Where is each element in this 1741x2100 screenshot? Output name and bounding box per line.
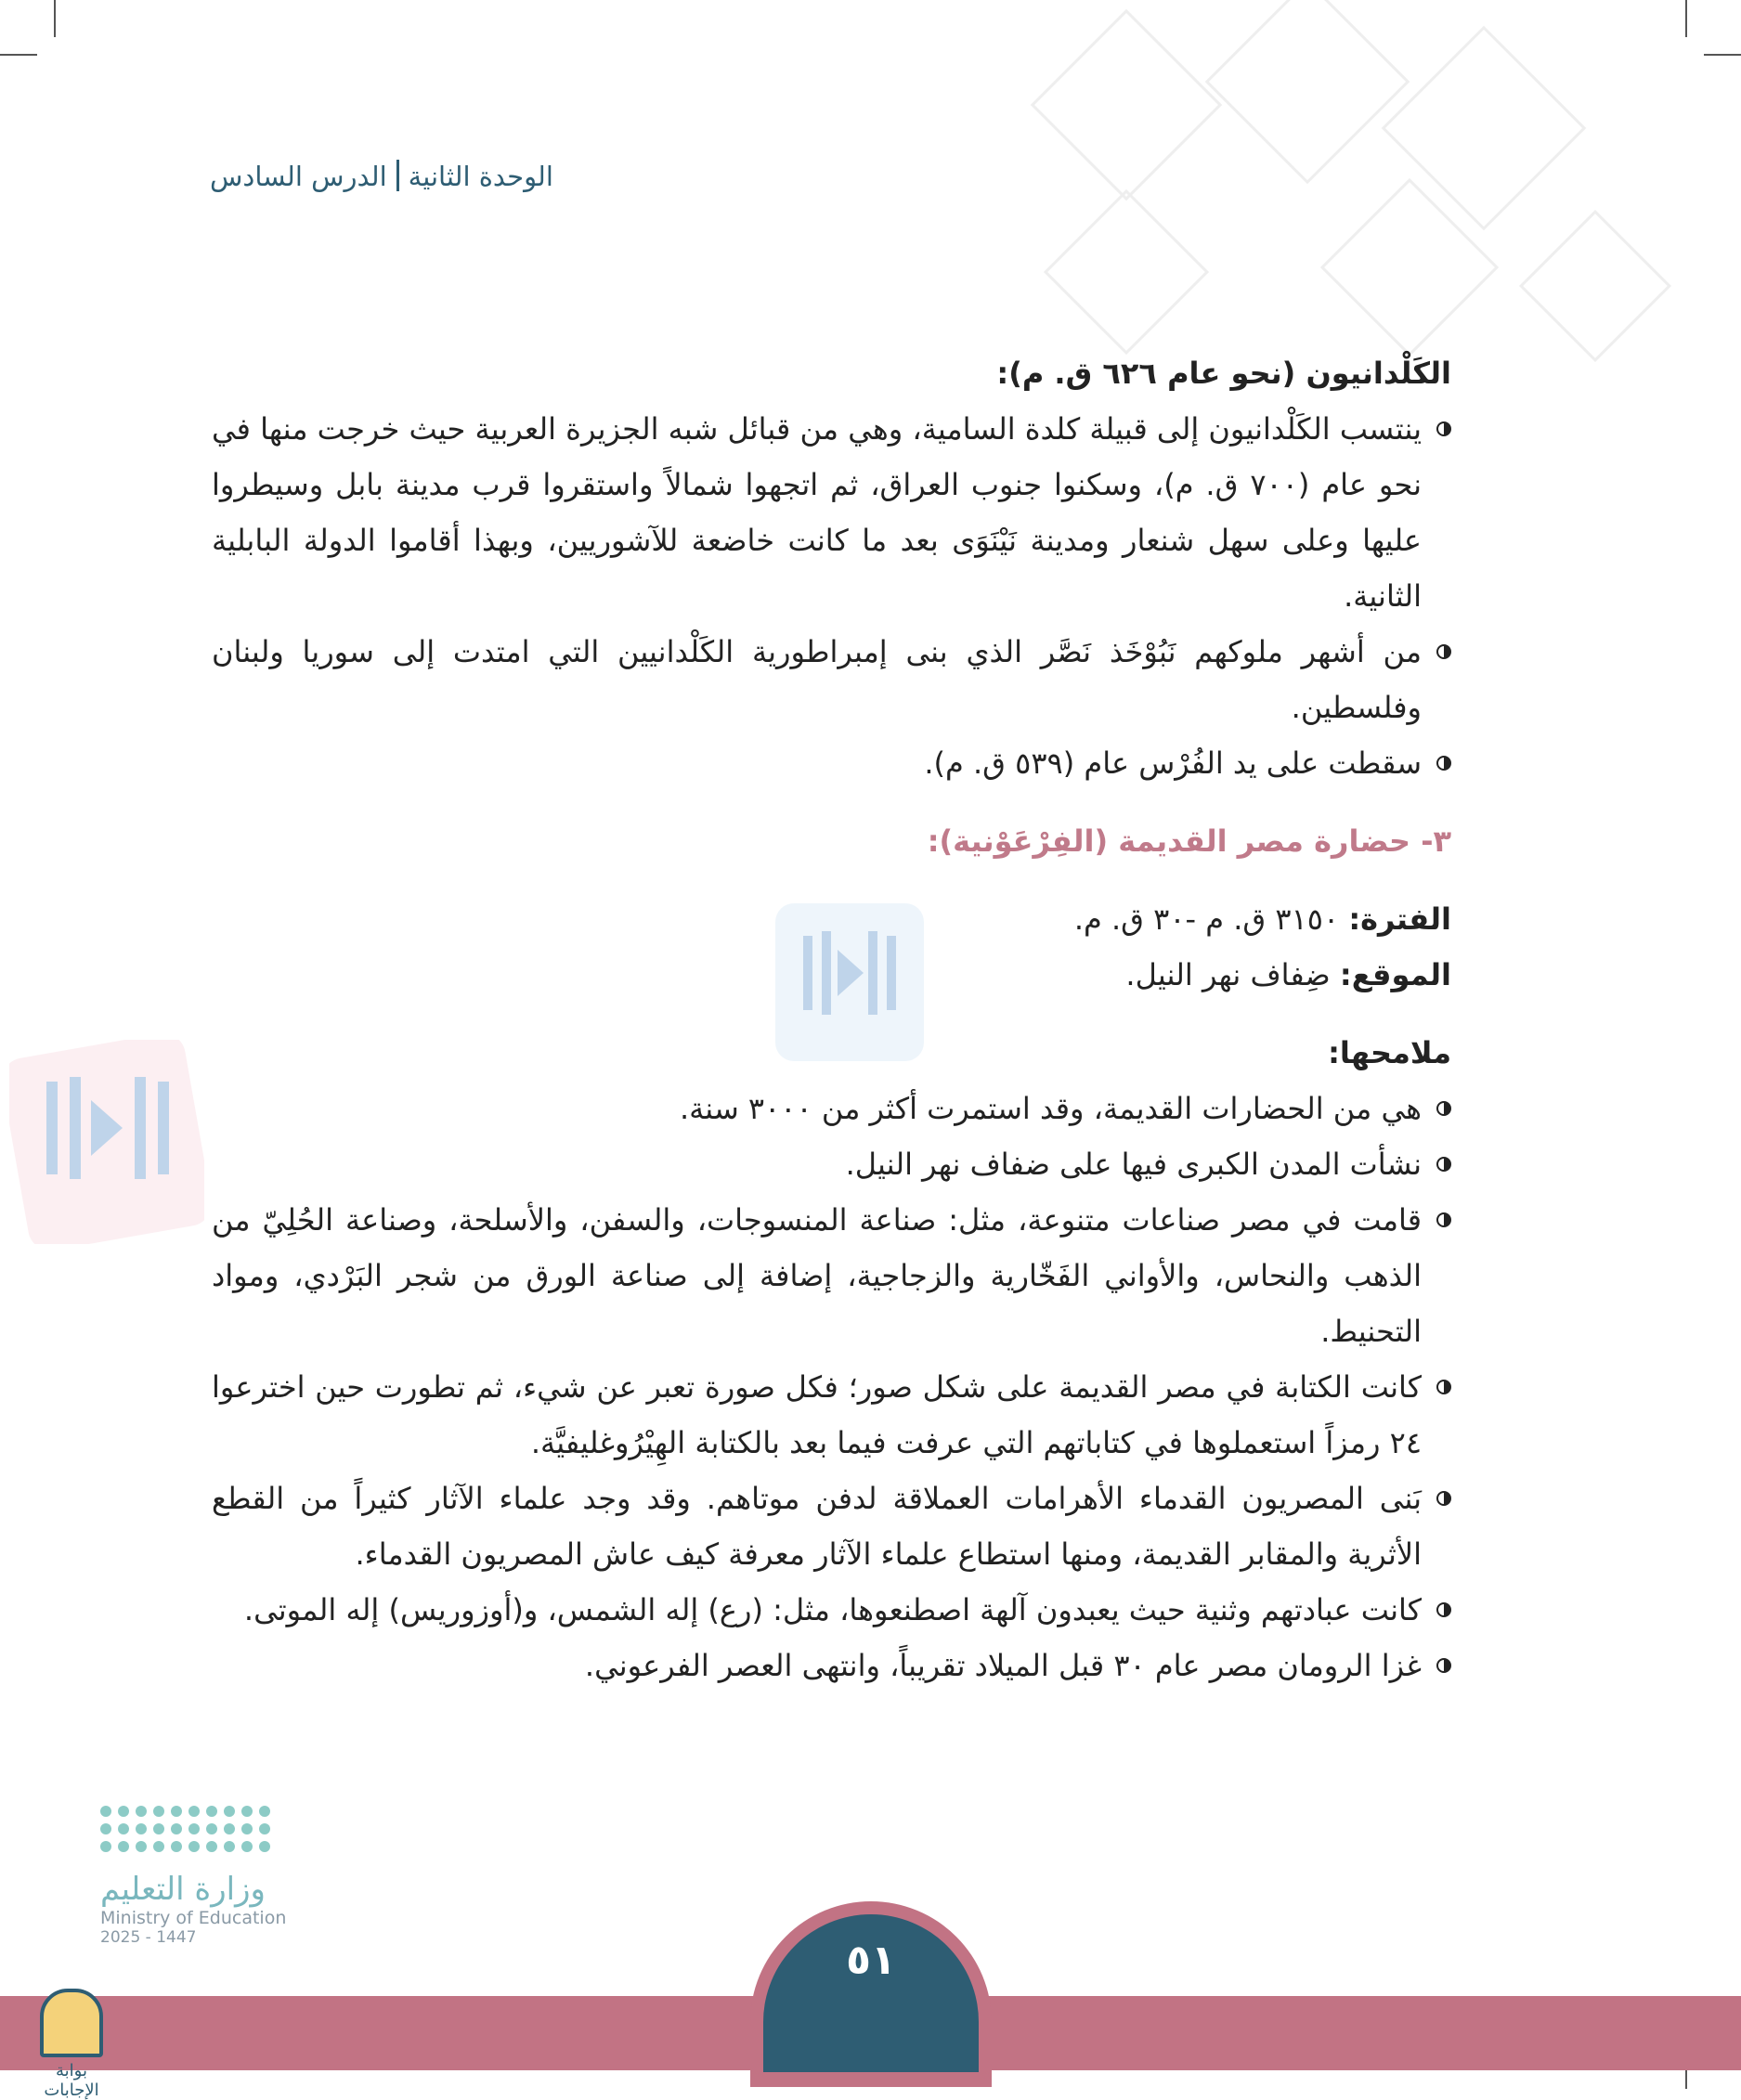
list-item <box>212 1638 1451 1693</box>
location-value: ضِفاف نهر النيل. <box>1125 957 1331 992</box>
ministry-year: 2025 - 1447 <box>100 1928 197 1947</box>
list-item <box>212 1136 1451 1192</box>
location-label: الموقع: <box>1339 957 1451 992</box>
list-item <box>212 1582 1451 1638</box>
page-number: ٥١ <box>763 1914 979 2072</box>
bullet-list <box>212 401 1451 791</box>
list-item <box>212 401 1451 624</box>
list-item-text: سقطت على يد الفُرْس عام (٥٣٩ ق. م). <box>924 745 1422 781</box>
ministry-logo <box>100 1806 314 1947</box>
portal-name: بوابة الإجابات <box>44 2061 99 2100</box>
portal-logo <box>32 1989 111 2100</box>
decorative-pattern <box>1031 9 1222 201</box>
ministry-name-arabic: وزارة التعليم <box>100 1871 266 1908</box>
list-item-text: بَنى المصريون القدماء الأهرامات العملاقة لدفن موتاهم. وقد وجد علماء الآثار كثيراً من القطع الأثرية والمقابر القديمة، ومنها استطاع علماء الآثار معرفة كيف عاش المصريون القدماء. <box>212 1481 1422 1572</box>
lesson-label: الوحدة الثانية <box>408 161 553 192</box>
lesson-content <box>212 345 1451 1693</box>
list-item-text: نشأت المدن الكبرى فيها على ضفاف نهر النيل. <box>845 1147 1422 1182</box>
decorative-pattern <box>1205 0 1410 184</box>
decorative-pattern <box>1519 210 1671 362</box>
bullet-icon <box>1436 421 1451 436</box>
list-item <box>212 1359 1451 1471</box>
ministry-dots-icon <box>100 1806 314 1852</box>
ministry-name-english: Ministry of Education <box>100 1908 287 1928</box>
period-value: ٣١٥٠ ق. م -٣٠ ق. م. <box>1073 901 1340 937</box>
crop-mark <box>0 54 37 56</box>
list-item-text: قامت في مصر صناعات متنوعة، مثل: صناعة المنسوجات، والسفن، والأسلحة، وصناعة الحُلِيّ من الذهب والنحاس، والأواني الفَخّارية والزجاجية، إضافة إلى صناعة الورق من شجر البَرْدي، ومواد التحنيط. <box>212 1202 1422 1349</box>
period-line <box>212 891 1451 947</box>
page-header <box>210 160 553 192</box>
list-item-text: كانت عبادتهم وثنية حيث يعبدون آلهة اصطنعوها، مثل: (رع) إله الشمس، و(أوزوريس) إله الموتى. <box>243 1592 1422 1627</box>
lesson-number: الدرس السادس <box>210 161 387 192</box>
header-divider <box>396 160 399 191</box>
bullet-icon <box>1436 1101 1451 1116</box>
section-title: ٣- حضارة مصر القديمة (الفِرْعَوْنية): <box>927 823 1451 859</box>
list-item-text: من أشهر ملوكهم نَبُوْخَذ نَصَّر الذي بنى إمبراطورية الكَلْدانيين التي امتدت إلى سوريا ولبنان وفلسطين. <box>212 634 1422 725</box>
list-item-text: كانت الكتابة في مصر القديمة على شكل صور؛ فكل صورة تعبر عن شيء، ثم تطورت حين اخترعوا ٢٤ رمزاً استعملوها في كتاباتهم التي عرفت فيما بعد بالكتابة الهِيْرُوغليفيَّة. <box>212 1369 1422 1460</box>
list-item-text: هي من الحضارات القديمة، وقد استمرت أكثر من ٣٠٠٠ سنة. <box>679 1091 1422 1126</box>
list-item <box>212 1192 1451 1359</box>
list-item <box>212 735 1451 791</box>
period-label: الفترة: <box>1348 901 1451 937</box>
features-label: ملامحها: <box>1328 1035 1451 1070</box>
gate-icon <box>40 1989 103 2057</box>
list-item <box>212 624 1451 735</box>
list-item-text: غزا الرومان مصر عام ٣٠ قبل الميلاد تقريباً، وانتهى العصر الفرعوني. <box>584 1648 1422 1683</box>
list-item <box>212 1081 1451 1136</box>
bullet-icon <box>1436 1658 1451 1673</box>
watermark-logo <box>9 1040 204 1248</box>
bullet-icon <box>1436 1157 1451 1172</box>
section-heading: الكَلْدانيون (نحو عام ٦٢٦ ق. م): <box>996 356 1451 391</box>
bullet-icon <box>1436 756 1451 771</box>
bullet-icon <box>1436 1491 1451 1506</box>
crop-mark <box>54 0 56 37</box>
crop-mark <box>1685 0 1687 37</box>
decorative-pattern <box>1044 189 1209 355</box>
location-line <box>212 947 1451 1003</box>
bullet-list <box>212 1081 1451 1693</box>
list-item-text: ينتسب الكَلْدانيون إلى قبيلة كلدة السامية، وهي من قبائل شبه الجزيرة العربية حيث خرجت منها في نحو عام (٧٠٠ ق. م)، وسكنوا جنوب العراق، ثم اتجهوا شمالاً واستقروا قرب مدينة بابل وسيطروا عليها وعلى سهل شنعار ومدينة نَيْنَوَى بعد ما كانت خاضعة للآشوريين، وبهذا أقاموا الدولة البابلية الثانية. <box>212 411 1423 614</box>
bullet-icon <box>1436 1602 1451 1617</box>
bullet-icon <box>1436 1212 1451 1227</box>
bullet-icon <box>1436 644 1451 659</box>
bullet-icon <box>1436 1380 1451 1394</box>
features-heading <box>212 1025 1451 1081</box>
crop-mark <box>1704 54 1741 56</box>
list-item <box>212 1471 1451 1582</box>
